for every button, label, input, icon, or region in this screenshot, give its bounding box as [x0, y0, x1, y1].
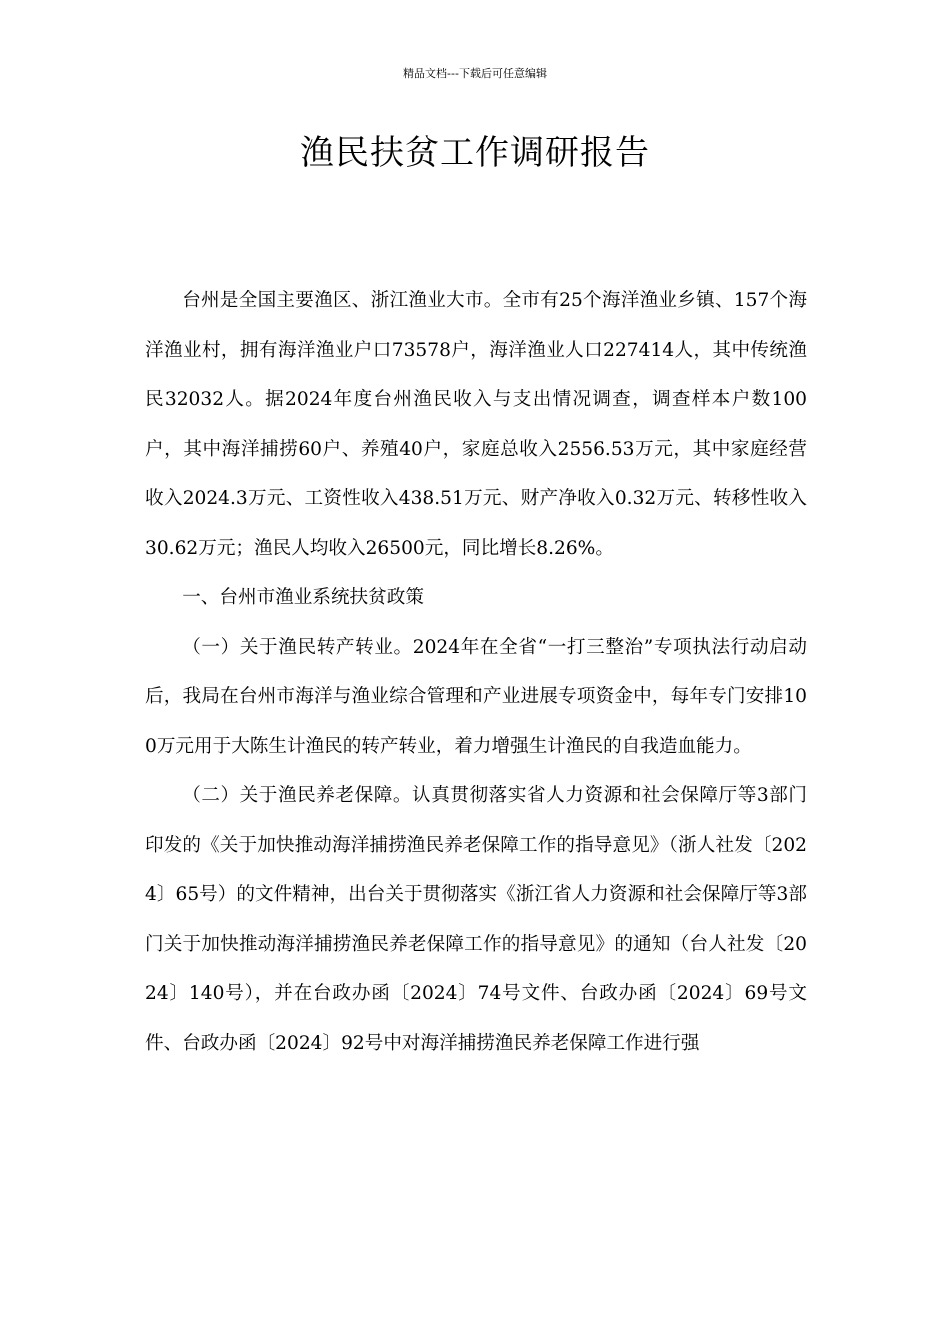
section-heading-policy: 一、台州市渔业系统扶贫政策: [182, 587, 424, 608]
document-body: [145, 276, 807, 1068]
paragraph-transfer-employment: （一）关于渔民转产转业。2024年在全省“一打三整治”专项执法行动启动后，我局在台州市海洋与渔业综合管理和产业进展专项资金中，每年专门安排100万元用于大陈生计渔民的转产转业，着力增强生计渔民的自我造血能力。: [145, 636, 807, 757]
header-note: 精品文档---下载后可任意编辑: [403, 67, 547, 80]
paragraph-intro: 台州是全国主要渔区、浙江渔业大市。全市有25个海洋渔业乡镇、157个海洋渔业村，拥有海洋渔业户口73578户，海洋渔业人口227414人，其中传统渔民32032人。据2024年度台州渔民收入与支出情况调查，调查样本户数100户，其中海洋捕捞60户、养殖40户，家庭总收入2556.53万元，其中家庭经营收入2024.3万元、工资性收入438.51万元、财产净收入0.32万元、转移性收入30.62万元；渔民人均收入26500元，同比增长8.26%。: [145, 290, 807, 559]
paragraph-pension-security: （二）关于渔民养老保障。认真贯彻落实省人力资源和社会保障厅等3部门印发的《关于加快推动海洋捕捞渔民养老保障工作的指导意见》（浙人社发〔2024〕65号）的文件精神，出台关于贯彻落实《浙江省人力资源和社会保障厅等3部门关于加快推动海洋捕捞渔民养老保障工作的指导意见》的通知（台人社发〔2024〕140号），并在台政办函〔2024〕74号文件、台政办函〔2024〕69号文件、台政办函〔2024〕92号中对海洋捕捞渔民养老保障工作进行强: [145, 785, 807, 1054]
document-title: 渔民扶贫工作调研报告: [300, 133, 650, 173]
